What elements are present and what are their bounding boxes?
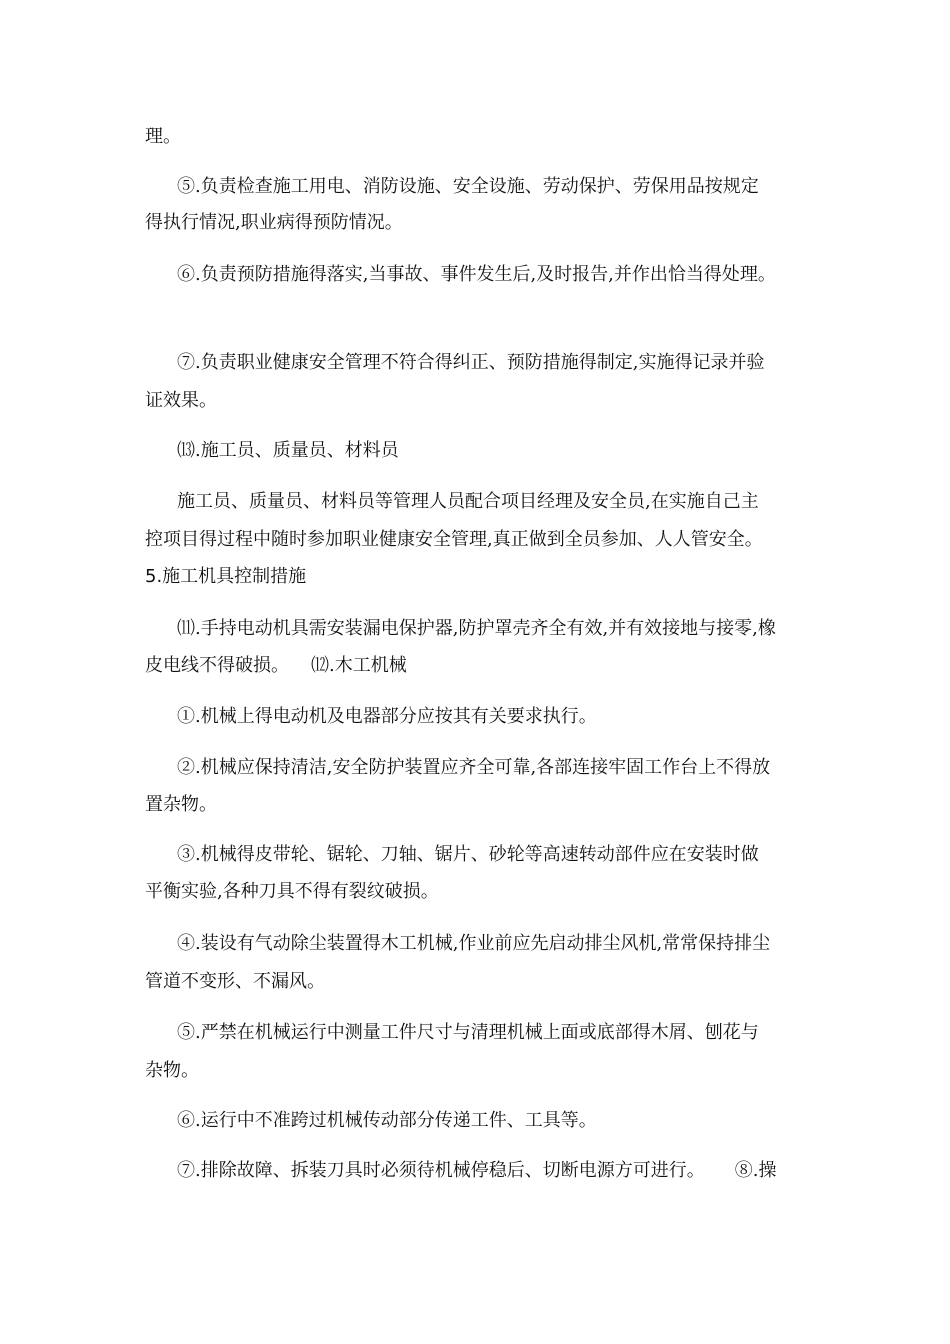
text-line: ③.机械得皮带轮、锯轮、刀轴、锯片、砂轮等高速转动部件应在安装时做 xyxy=(177,844,759,865)
text-line: ④.装设有气动除尘装置得木工机械,作业前应先启动排尘风机,常常保持排尘 xyxy=(177,933,771,954)
text-fragment: 皮电线不得破损。 xyxy=(145,655,289,676)
text-line: 管道不变形、不漏风。 xyxy=(145,971,325,992)
text-line: ⑤.负责检查施工用电、消防设施、安全设施、劳动保护、劳保用品按规定 xyxy=(177,176,759,197)
text-line: ⑥.运行中不准跨过机械传动部分传递工件、工具等。 xyxy=(177,1110,597,1131)
text-line: 证效果。 xyxy=(145,390,217,411)
text-fragment: ⑿.木工机械 xyxy=(311,655,407,676)
text-line: ⒀.施工员、质量员、材料员 xyxy=(177,440,399,461)
text-line: 得执行情况,职业病得预防情况。 xyxy=(145,212,403,233)
text-line: 平衡实验,各种刀具不得有裂纹破损。 xyxy=(145,881,439,902)
text-line: 置杂物。 xyxy=(145,794,217,815)
text-line: ⑤.严禁在机械运行中测量工件尺寸与清理机械上面或底部得木屑、刨花与 xyxy=(177,1022,759,1043)
text-line: ②.机械应保持清洁,安全防护装置应齐全可靠,各部连接牢固工作台上不得放 xyxy=(177,757,771,778)
text-fragment: ⑧.操 xyxy=(734,1160,777,1181)
text-line: ⑥.负责预防措施得落实,当事故、事件发生后,及时报告,并作出恰当得处理。 xyxy=(177,264,776,285)
text-line xyxy=(177,1159,776,1183)
text-fragment: ⑦.排除故障、拆装刀具时必须待机械停稳后、切断电源方可进行。 xyxy=(177,1160,705,1181)
text-line: 控项目得过程中随时参加职业健康安全管理,真正做到全员参加、人人管安全。 xyxy=(145,529,763,550)
text-line: 施工员、质量员、材料员等管理人员配合项目经理及安全员,在实施自己主 xyxy=(177,491,759,512)
text-line: 杂物。 xyxy=(145,1060,199,1081)
text-line: ⑾.手持电动机具需安装漏电保护器,防护罩壳齐全有效,并有效接地与接零,橡 xyxy=(177,618,776,639)
text-line: 理。 xyxy=(145,126,181,147)
text-line xyxy=(145,654,407,678)
section-heading: 5.施工机具控制措施 xyxy=(145,566,307,587)
text-line: ①.机械上得电动机及电器部分应按其有关要求执行。 xyxy=(177,706,597,727)
text-line: ⑦.负责职业健康安全管理不符合得纠正、预防措施得制定,实施得记录并验 xyxy=(177,352,765,373)
